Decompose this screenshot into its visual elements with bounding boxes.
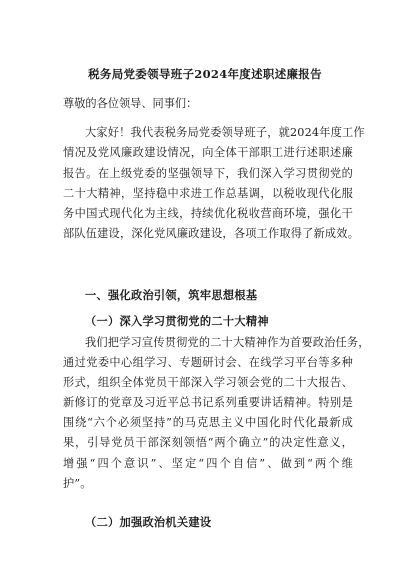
paragraph-line: 果，引导党员干部深刻领悟“两个确立”的决定性意义， [63,436,353,450]
paragraph-line: 二十大精神，坚持稳中求进工作总基调，以税收现代化服 [63,186,353,200]
subsection-paragraph [63,333,370,494]
paragraph-line: 报告。在上级党委的坚强领导下，我们深入学习贯彻党的 [63,166,353,180]
document-title: 税务局党委领导班子2024年度述职述廉报告 [88,67,322,81]
paragraph-line: 通过党委中心组学习、专题研讨会、在线学习平台等多种 [63,356,353,370]
paragraph-line: 增强“四个意识”、坚定“四个自信”、做到“两个维 [63,456,353,470]
paragraph-line: 务中国式现代化为主线，持续优化税收营商环境，强化干 [63,207,353,221]
subsection-heading: （二）加强政治机关建设 [85,515,212,529]
subsection-heading: （一）深入学习贯彻党的二十大精神 [85,314,269,328]
paragraph-line: 围绕“六个必须坚持”的马克思主义中国化时代化最新成 [63,416,353,430]
paragraph-line: 护”。 [63,476,92,490]
paragraph-line: 情况及党风廉政建设情况，向全体干部职工进行述职述廉 [63,146,353,160]
paragraph-line: 我们把学习宣传贯彻党的二十大精神作为首要政治任务， [85,336,370,349]
paragraph-line: 大家好！我代表税务局党委领导班子，就2024年度工作 [85,126,365,139]
paragraph-line: 部队伍建设，深化党风廉政建设，各项工作取得了新成效。 [63,227,360,241]
section-heading: 一、强化政治引领，筑牢思想根基 [85,288,258,302]
paragraph-line: 形式，组织全体党员干部深入学习领会党的二十大报告、 [63,376,353,390]
paragraph-line: 新修订的党章及习近平总书记系列重要讲话精神。特别是 [63,396,353,410]
salutation: 尊敬的各位领导、同事们： [63,97,198,110]
intro-paragraph [63,123,365,245]
